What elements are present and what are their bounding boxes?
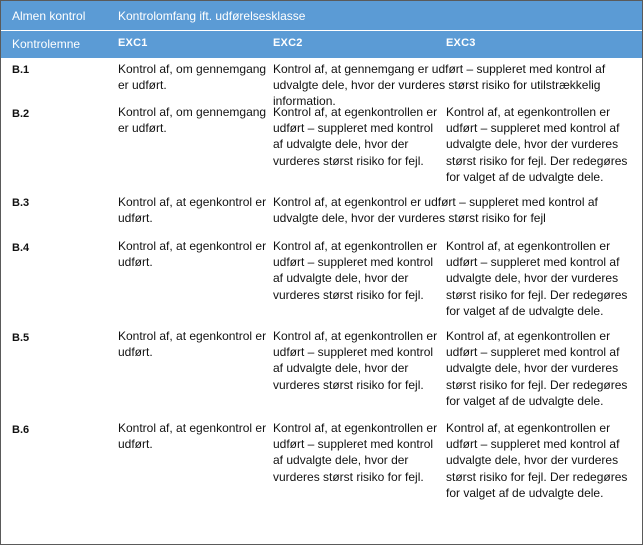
table-header (1, 1, 642, 58)
row-b3-exc1: Kontrol af, at egenkontrol er udført. (118, 195, 267, 226)
row-label-b4: B.4 (12, 242, 30, 254)
header-general-control: Almen kontrol (12, 9, 86, 23)
row-b2-exc2: Kontrol af, at egenkontrollen er udført – suppleret med kontrol af udvalgte dele, hvor der vurderes størst risiko for fejl. (273, 105, 438, 168)
row-b1-exc1: Kontrol af, om gennemgang er udført. (118, 62, 267, 93)
row-b5-exc3: Kontrol af, at egenkontrollen er udført – suppleret med kontrol af udvalgte dele, hvor der vurderes størst risiko for fejl. Der redegøres for valget af de udvalgte dele. (446, 329, 628, 408)
header-control-subject: Kontrolemne (12, 37, 81, 51)
header-control-scope: Kontrolomfang ift. udførelsesklasse (118, 9, 306, 23)
row-label-b3: B.3 (12, 197, 30, 209)
row-b4-exc1: Kontrol af, at egenkontrol er udført. (118, 239, 267, 270)
row-b2-exc1: Kontrol af, om gennemgang er udført. (118, 105, 267, 136)
row-b2-exc3: Kontrol af, at egenkontrollen er udført – suppleret med kontrol af udvalgte dele, hvor der vurderes størst risiko for fejl. Der redegøres for valget af de udvalgte dele. (446, 105, 628, 184)
row-b4-exc3: Kontrol af, at egenkontrollen er udført – suppleret med kontrol af udvalgte dele, hvor der vurderes størst risiko for fejl. Der redegøres for valget af de udvalgte dele. (446, 239, 628, 318)
row-label-b1: B.1 (12, 64, 30, 76)
row-b5-exc2: Kontrol af, at egenkontrollen er udført – suppleret med kontrol af udvalgte dele, hvor der vurderes størst risiko for fejl. (273, 329, 438, 392)
row-label-b2: B.2 (12, 108, 30, 120)
row-b3-exc2-exc3: Kontrol af, at egenkontrol er udført – suppleret med kontrol af udvalgte dele, hvor der vurderes størst risiko for fejl (273, 195, 598, 226)
header-divider (1, 30, 642, 31)
header-exc1: EXC1 (118, 37, 148, 49)
row-b6-exc1: Kontrol af, at egenkontrol er udført. (118, 421, 267, 452)
row-b6-exc2: Kontrol af, at egenkontrollen er udført – suppleret med kontrol af udvalgte dele, hvor der vurderes størst risiko for fejl. (273, 421, 438, 484)
row-label-b6: B.6 (12, 424, 30, 436)
header-exc2: EXC2 (273, 37, 303, 49)
row-b1-exc2-exc3: Kontrol af, at gennemgang er udført – suppleret med kontrol af udvalgte dele, hvor der vurderes størst risiko for utilstrækkelig information. (273, 62, 606, 109)
row-b5-exc1: Kontrol af, at egenkontrol er udført. (118, 329, 267, 360)
row-b6-exc3: Kontrol af, at egenkontrollen er udført – suppleret med kontrol af udvalgte dele, hvor der vurderes størst risiko for fejl. Der redegøres for valget af de udvalgte dele. (446, 421, 628, 500)
row-label-b5: B.5 (12, 332, 30, 344)
row-b4-exc2: Kontrol af, at egenkontrollen er udført – suppleret med kontrol af udvalgte dele, hvor der vurderes størst risiko for fejl. (273, 239, 438, 302)
header-exc3: EXC3 (446, 37, 476, 49)
